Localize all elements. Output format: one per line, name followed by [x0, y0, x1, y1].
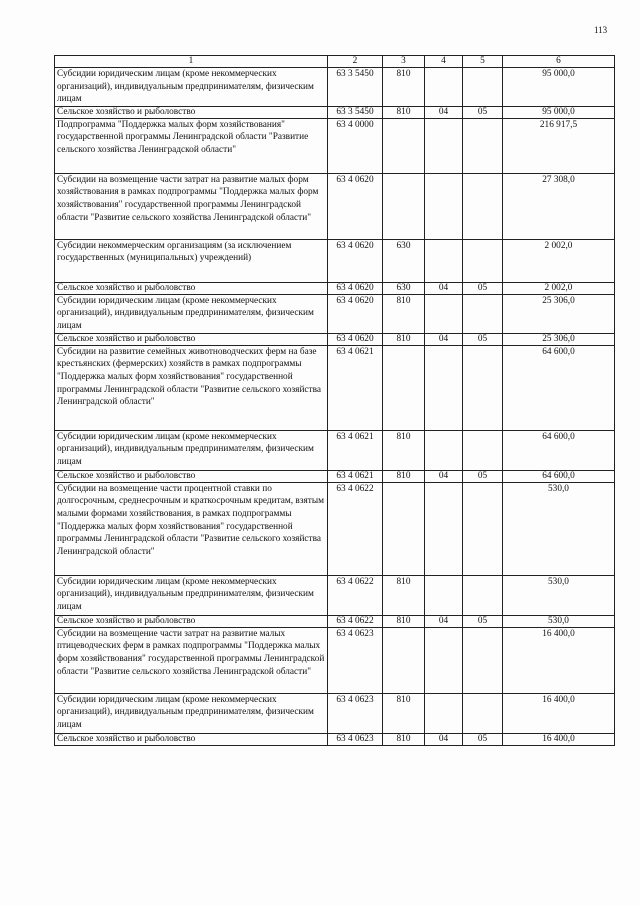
row-rz [425, 173, 463, 239]
row-amount: 16 400,0 [503, 627, 615, 693]
row-rz [425, 430, 463, 470]
row-code: 63 3 5450 [328, 68, 383, 107]
row-code: 63 4 0621 [328, 470, 383, 482]
row-code: 63 4 0620 [328, 333, 383, 345]
row-name: Сельское хозяйство и рыболовство [55, 615, 328, 627]
row-code: 63 4 0622 [328, 482, 383, 575]
row-name: Субсидии юридическим лицам (кроме некоммерческих организаций), индивидуальным предпринимателям, физическим лицам [55, 430, 328, 470]
row-amount: 25 306,0 [503, 294, 615, 333]
row-pr [463, 118, 503, 173]
table-row [55, 239, 615, 282]
row-amount: 530,0 [503, 575, 615, 615]
row-vr: 810 [383, 733, 425, 745]
table-row [55, 733, 615, 745]
row-amount: 530,0 [503, 615, 615, 627]
row-pr: 05 [463, 333, 503, 345]
row-amount: 95 000,0 [503, 68, 615, 107]
column-header: 5 [463, 56, 503, 68]
row-vr: 810 [383, 693, 425, 733]
row-pr [463, 430, 503, 470]
table-row [55, 627, 615, 693]
row-vr: 630 [383, 239, 425, 282]
row-code: 63 4 0621 [328, 345, 383, 430]
row-rz [425, 482, 463, 575]
table-row [55, 173, 615, 239]
row-vr: 630 [383, 282, 425, 294]
row-amount: 16 400,0 [503, 733, 615, 745]
row-rz: 04 [425, 733, 463, 745]
row-code: 63 4 0621 [328, 430, 383, 470]
table-row [55, 282, 615, 294]
table-row [55, 470, 615, 482]
row-rz [425, 118, 463, 173]
row-name: Субсидии юридическим лицам (кроме некоммерческих организаций), индивидуальным предпринимателям, физическим лицам [55, 68, 328, 107]
row-amount: 64 600,0 [503, 430, 615, 470]
row-rz: 04 [425, 470, 463, 482]
row-name: Сельское хозяйство и рыболовство [55, 106, 328, 118]
row-code: 63 4 0623 [328, 733, 383, 745]
row-rz [425, 345, 463, 430]
row-vr: 810 [383, 575, 425, 615]
row-vr: 810 [383, 106, 425, 118]
row-vr [383, 118, 425, 173]
row-code: 63 4 0620 [328, 173, 383, 239]
row-pr [463, 68, 503, 107]
table-row [55, 68, 615, 107]
row-name: Субсидии юридическим лицам (кроме некоммерческих организаций), индивидуальным предпринимателям, физическим лицам [55, 575, 328, 615]
row-name: Субсидии на возмещение части процентной ставки по долгосрочным, среднесрочным и краткосрочным кредитам, взятым малыми формами хозяйствования, в рамках подпрограммы "Поддержка малых форм хозяйствования" государственной программы Ленинградской области "Развитие сельского хозяйства Ленинградской области" [55, 482, 328, 575]
row-name: Субсидии на возмещение части затрат на развитие малых форм хозяйствования в рамках подпрограммы "Поддержка малых форм хозяйствования" государственной программы Ленинградской области "Развитие сельского хозяйства Ленинградской области" [55, 173, 328, 239]
row-pr: 05 [463, 470, 503, 482]
table-row [55, 333, 615, 345]
row-vr [383, 627, 425, 693]
column-header: 4 [425, 56, 463, 68]
row-rz [425, 239, 463, 282]
row-vr: 810 [383, 68, 425, 107]
table-row [55, 118, 615, 173]
page-number: 113 [594, 25, 608, 35]
row-pr: 05 [463, 733, 503, 745]
table-row [55, 430, 615, 470]
row-pr [463, 482, 503, 575]
row-pr: 05 [463, 615, 503, 627]
row-name: Сельское хозяйство и рыболовство [55, 333, 328, 345]
row-rz [425, 693, 463, 733]
row-pr: 05 [463, 106, 503, 118]
row-rz: 04 [425, 106, 463, 118]
column-header: 3 [383, 56, 425, 68]
row-code: 63 4 0622 [328, 615, 383, 627]
row-amount: 530,0 [503, 482, 615, 575]
row-name: Сельское хозяйство и рыболовство [55, 282, 328, 294]
row-vr: 810 [383, 333, 425, 345]
row-name: Субсидии юридическим лицам (кроме некоммерческих организаций), индивидуальным предпринимателям, физическим лицам [55, 294, 328, 333]
table-header-row [55, 56, 615, 68]
row-pr [463, 345, 503, 430]
row-pr [463, 294, 503, 333]
row-pr [463, 575, 503, 615]
row-amount: 2 002,0 [503, 239, 615, 282]
row-code: 63 4 0622 [328, 575, 383, 615]
table-row [55, 294, 615, 333]
row-rz [425, 294, 463, 333]
column-header: 6 [503, 56, 615, 68]
budget-table [54, 55, 615, 746]
row-amount: 27 308,0 [503, 173, 615, 239]
row-pr: 05 [463, 282, 503, 294]
column-header: 2 [328, 56, 383, 68]
row-rz: 04 [425, 615, 463, 627]
row-name: Сельское хозяйство и рыболовство [55, 733, 328, 745]
row-code: 63 3 5450 [328, 106, 383, 118]
row-amount: 64 600,0 [503, 345, 615, 430]
row-amount: 16 400,0 [503, 693, 615, 733]
row-vr [383, 345, 425, 430]
row-vr [383, 482, 425, 575]
row-amount: 25 306,0 [503, 333, 615, 345]
table-row [55, 482, 615, 575]
column-header: 1 [55, 56, 328, 68]
row-rz: 04 [425, 333, 463, 345]
row-amount: 95 000,0 [503, 106, 615, 118]
row-name: Субсидии на развитие семейных животноводческих ферм на базе крестьянских (фермерских) хозяйств в рамках подпрограммы "Поддержка малых форм хозяйствования" государственной программы Ленинградской области "Развитие сельского хозяйства Ленинградской области" [55, 345, 328, 430]
row-amount: 216 917,5 [503, 118, 615, 173]
row-rz: 04 [425, 282, 463, 294]
row-name: Сельское хозяйство и рыболовство [55, 470, 328, 482]
table-row [55, 693, 615, 733]
row-rz [425, 68, 463, 107]
table-row [55, 106, 615, 118]
row-code: 63 4 0623 [328, 693, 383, 733]
row-name: Субсидии на возмещение части затрат на развитие малых птицеводческих ферм в рамках подпрограммы "Поддержка малых форм хозяйствования" государственной программы Ленинградской области "Развитие сельского хозяйства Ленинградской области" [55, 627, 328, 693]
row-amount: 64 600,0 [503, 470, 615, 482]
row-pr [463, 627, 503, 693]
table-row [55, 615, 615, 627]
row-rz [425, 575, 463, 615]
row-name: Подпрограмма "Поддержка малых форм хозяйствования" государственной программы Ленинградской области "Развитие сельского хозяйства Ленинградской области" [55, 118, 328, 173]
row-vr: 810 [383, 294, 425, 333]
row-name: Субсидии некоммерческим организациям (за исключением государственных (муниципальных) учреждений) [55, 239, 328, 282]
row-code: 63 4 0623 [328, 627, 383, 693]
row-rz [425, 627, 463, 693]
row-code: 63 4 0000 [328, 118, 383, 173]
table-row [55, 345, 615, 430]
row-pr [463, 239, 503, 282]
row-vr [383, 173, 425, 239]
row-code: 63 4 0620 [328, 294, 383, 333]
row-amount: 2 002,0 [503, 282, 615, 294]
row-name: Субсидии юридическим лицам (кроме некоммерческих организаций), индивидуальным предпринимателям, физическим лицам [55, 693, 328, 733]
row-pr [463, 173, 503, 239]
row-code: 63 4 0620 [328, 239, 383, 282]
row-pr [463, 693, 503, 733]
row-code: 63 4 0620 [328, 282, 383, 294]
table-row [55, 575, 615, 615]
row-vr: 810 [383, 615, 425, 627]
row-vr: 810 [383, 470, 425, 482]
row-vr: 810 [383, 430, 425, 470]
